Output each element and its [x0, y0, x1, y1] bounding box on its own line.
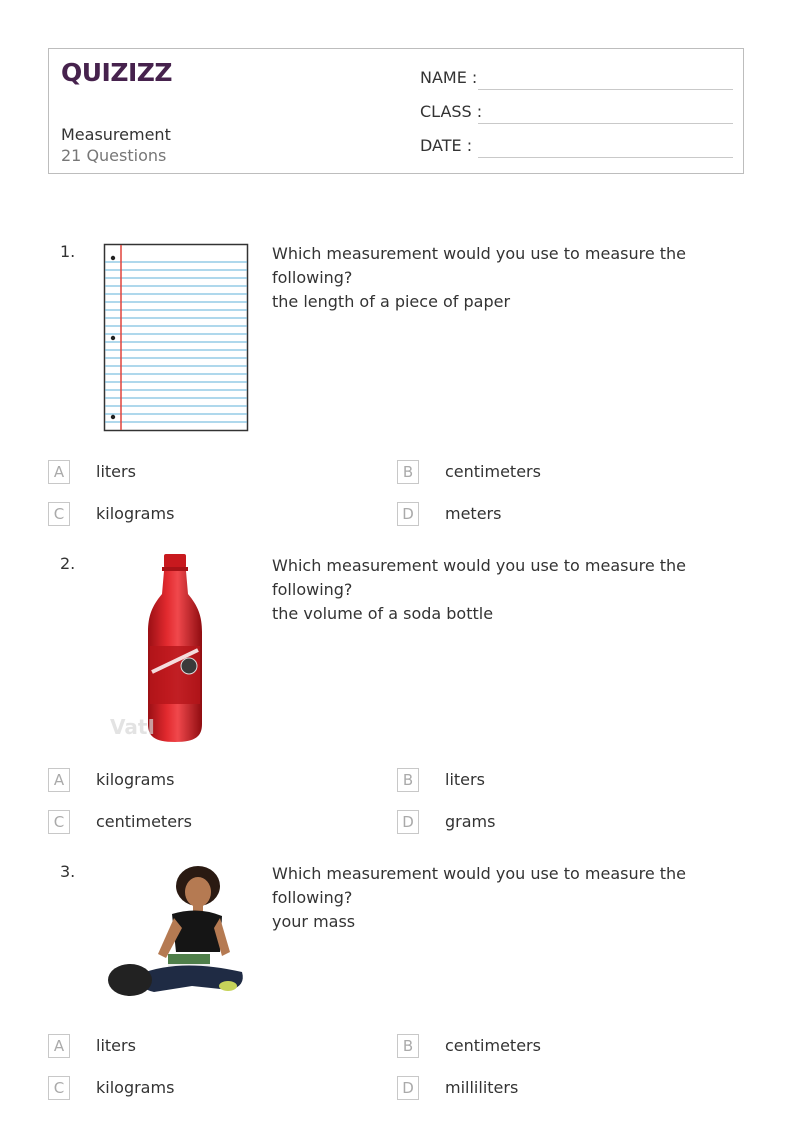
class-label: CLASS : — [420, 102, 483, 121]
option-text: centimeters — [445, 1036, 541, 1055]
date-label: DATE : — [420, 136, 473, 155]
option-letter: A — [48, 460, 70, 484]
question-number: 1. — [60, 242, 76, 261]
class-field[interactable] — [420, 102, 733, 124]
name-line[interactable] — [478, 89, 733, 90]
option-text: kilograms — [96, 770, 175, 789]
option-letter: C — [48, 1076, 70, 1100]
option-text: grams — [445, 812, 496, 831]
quizizz-logo: QUIZIZZ — [61, 58, 173, 87]
option-letter: B — [397, 460, 419, 484]
student-image — [100, 862, 250, 1054]
question-number: 2. — [60, 554, 76, 573]
worksheet-title: Measurement — [61, 125, 171, 144]
question-count: 21 Questions — [61, 146, 167, 165]
option-text: liters — [96, 462, 136, 481]
class-line[interactable] — [478, 123, 733, 124]
option-letter: B — [397, 768, 419, 792]
question-detail: your mass — [272, 912, 356, 931]
question-prompt: Which measurement would you use to measure the following? — [272, 556, 687, 599]
option-text: milliliters — [445, 1078, 519, 1097]
option-letter: A — [48, 1034, 70, 1058]
soda-bottle-image — [100, 554, 250, 746]
option-text: liters — [96, 1036, 136, 1055]
date-field[interactable] — [420, 136, 733, 158]
svg-text:VatI: VatI — [110, 715, 155, 739]
option-letter: D — [397, 502, 419, 526]
name-label: NAME : — [420, 68, 478, 87]
question-prompt: Which measurement would you use to measure the following? — [272, 864, 687, 907]
option-text: meters — [445, 504, 502, 523]
question-number: 3. — [60, 862, 76, 881]
worksheet-header — [48, 48, 744, 174]
date-line[interactable] — [478, 157, 733, 158]
option-text: liters — [445, 770, 485, 789]
option-letter: D — [397, 810, 419, 834]
question-detail: the length of a piece of paper — [272, 292, 511, 311]
option-text: centimeters — [96, 812, 192, 831]
option-letter: A — [48, 768, 70, 792]
question-detail: the volume of a soda bottle — [272, 604, 494, 623]
option-letter: C — [48, 502, 70, 526]
option-text: centimeters — [445, 462, 541, 481]
name-field[interactable] — [420, 68, 733, 90]
lined-paper-image — [100, 242, 250, 434]
option-text: kilograms — [96, 1078, 175, 1097]
option-text: kilograms — [96, 504, 175, 523]
question-text — [272, 554, 742, 626]
question-text — [272, 242, 742, 314]
question-prompt: Which measurement would you use to measure the following? — [272, 244, 687, 287]
question-text — [272, 862, 742, 934]
option-letter: D — [397, 1076, 419, 1100]
option-letter: B — [397, 1034, 419, 1058]
option-letter: C — [48, 810, 70, 834]
